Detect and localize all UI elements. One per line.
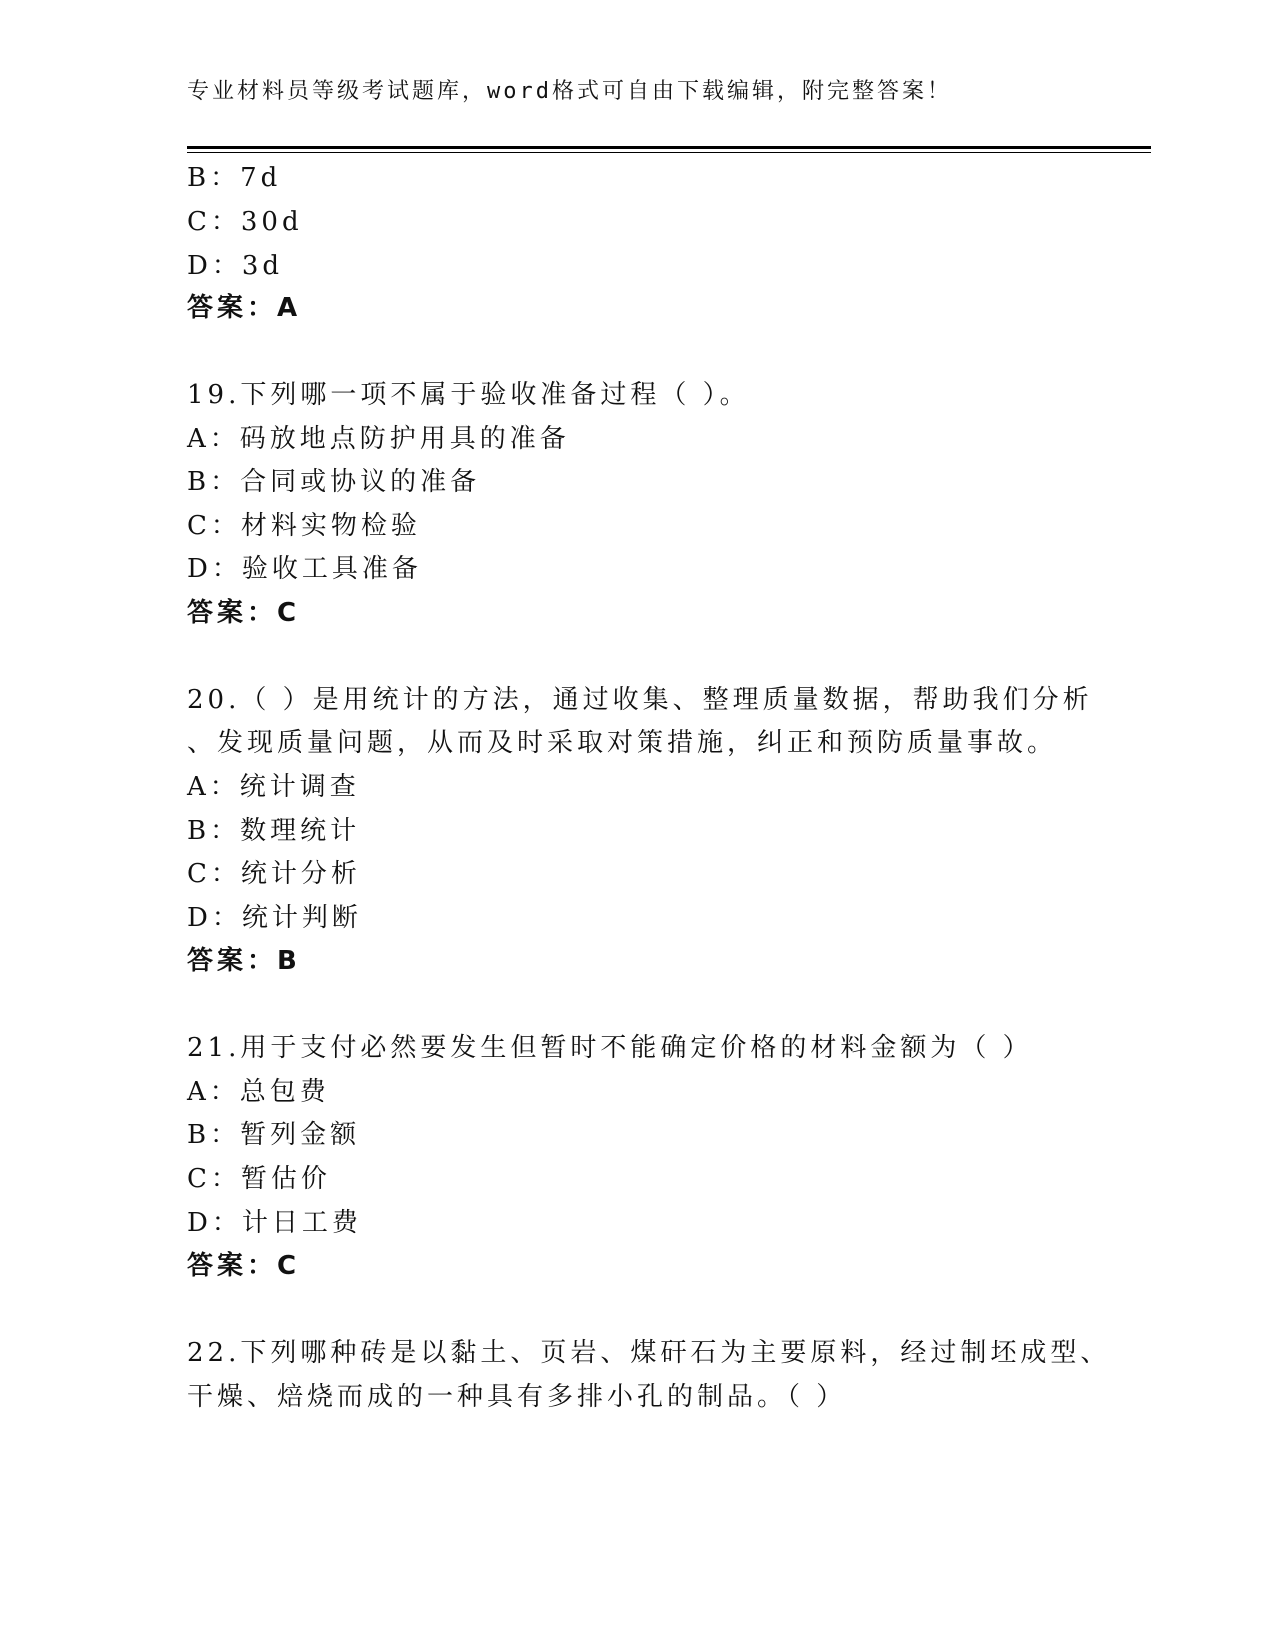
option-line: D：计日工费 bbox=[187, 1208, 362, 1238]
option-line: A：统计调查 bbox=[187, 772, 360, 802]
question-stem: 19.下列哪一项不属于验收准备过程（ ）。 bbox=[187, 380, 750, 410]
question-stem: 20.（ ）是用统计的方法，通过收集、整理质量数据，帮助我们分析 bbox=[187, 685, 1093, 715]
question-stem: 干燥、焙烧而成的一种具有多排小孔的制品。（ ） bbox=[187, 1382, 847, 1412]
option-line: C：统计分析 bbox=[187, 859, 361, 889]
option-line: D：统计判断 bbox=[187, 903, 362, 933]
option-line: B：7d bbox=[187, 163, 282, 193]
option-line: C：暂估价 bbox=[187, 1164, 331, 1194]
option-line: B：合同或协议的准备 bbox=[187, 467, 481, 497]
question-stem: 22.下列哪种砖是以黏土、页岩、煤矸石为主要原料，经过制坯成型、 bbox=[187, 1338, 1111, 1368]
answer-line: 答案：A bbox=[187, 293, 302, 323]
option-line: D：3d bbox=[187, 251, 284, 281]
answer-line: 答案：B bbox=[187, 946, 301, 976]
question-stem: 、发现质量问题，从而及时采取对策措施，纠正和预防质量事故。 bbox=[187, 728, 1058, 758]
option-line: B：暂列金额 bbox=[187, 1120, 361, 1150]
header-rule-thin bbox=[187, 152, 1151, 153]
option-line: A：总包费 bbox=[187, 1077, 330, 1107]
header-rule-thick bbox=[187, 146, 1151, 149]
option-line: A：码放地点防护用具的准备 bbox=[187, 424, 570, 454]
answer-line: 答案：C bbox=[187, 598, 301, 628]
option-line: D：验收工具准备 bbox=[187, 554, 422, 584]
question-stem: 21.用于支付必然要发生但暂时不能确定价格的材料金额为（ ） bbox=[187, 1033, 1033, 1063]
option-line: B：数理统计 bbox=[187, 816, 361, 846]
answer-line: 答案：C bbox=[187, 1251, 301, 1281]
option-line: C：30d bbox=[187, 207, 303, 237]
page-header: 专业材料员等级考试题库，word格式可自由下载编辑，附完整答案！ bbox=[187, 79, 952, 104]
option-line: C：材料实物检验 bbox=[187, 511, 421, 541]
